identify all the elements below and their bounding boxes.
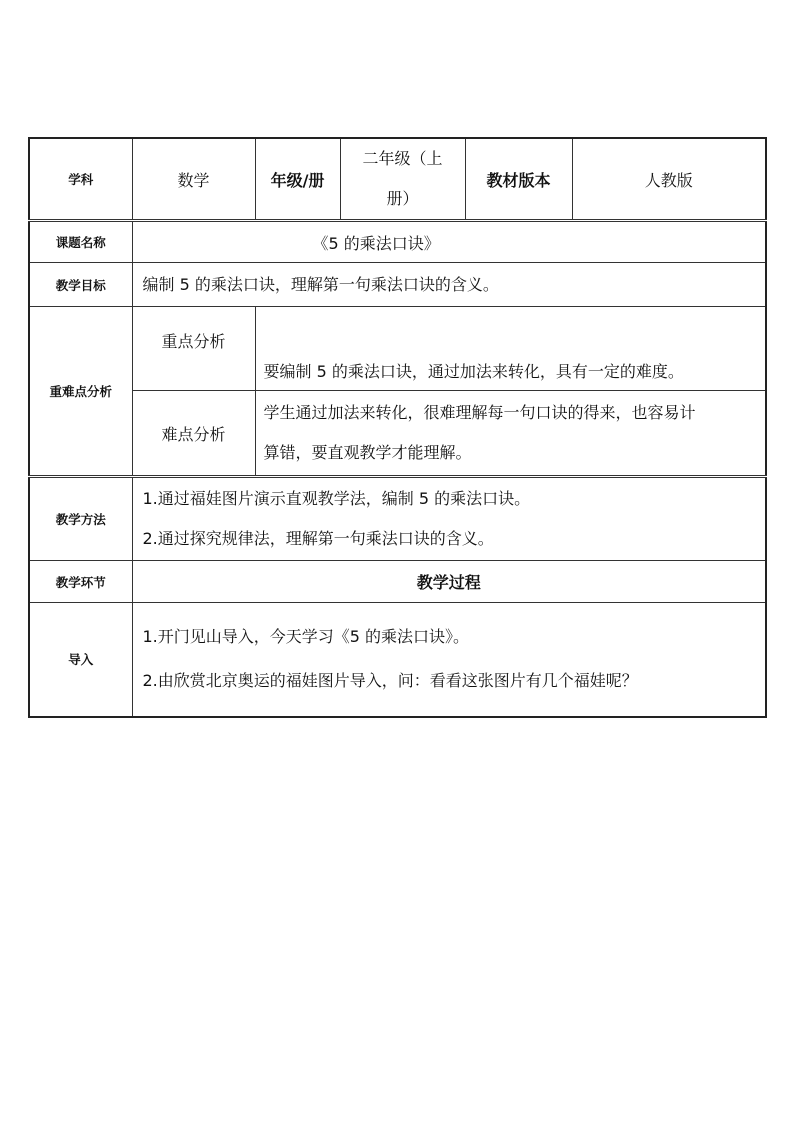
- method-item-2: 2.通过探究规律法，理解第一句乘法口诀的含义。: [142, 529, 494, 548]
- difficult-point-line1: 学生通过加法来转化，很难理解每一句口诀的得来，也容易计: [263, 403, 696, 422]
- topic-value: 《5 的乘法口诀》: [132, 221, 766, 263]
- method-label: 教学方法: [29, 477, 132, 561]
- header-row: [29, 138, 766, 221]
- grade-label: 年级/册: [255, 138, 340, 221]
- textbook-label: 教材版本: [465, 138, 572, 221]
- process-header-row: [29, 561, 766, 603]
- objective-value: 编制 5 的乘法口诀，理解第一句乘法口诀的含义。: [132, 263, 766, 307]
- objective-label: 教学目标: [29, 263, 132, 307]
- analysis-label: 重难点分析: [29, 307, 132, 477]
- subject-label: 学科: [29, 138, 132, 221]
- intro-item-2: 2.由欣赏北京奥运的福娃图片导入，问：看看这张图片有几个福娃呢？: [142, 671, 638, 691]
- objective-row: [29, 263, 766, 307]
- grade-value: [340, 138, 465, 221]
- method-value: [132, 477, 766, 561]
- topic-row: [29, 221, 766, 263]
- method-row: [29, 477, 766, 561]
- method-item-1: 1.通过福娃图片演示直观教学法，编制 5 的乘法口诀。: [142, 489, 531, 508]
- intro-item-1: 1.开门见山导入，今天学习《5 的乘法口诀》。: [142, 627, 470, 647]
- difficult-point-line2: 算错，要直观教学才能理解。: [263, 443, 472, 462]
- grade-value-line2: 册）: [386, 189, 419, 208]
- intro-label: 导入: [29, 603, 132, 717]
- intro-value: [132, 603, 766, 717]
- key-point-value: 要编制 5 的乘法口诀，通过加法来转化，具有一定的难度。: [255, 307, 766, 391]
- textbook-value: 人教版: [572, 138, 766, 221]
- difficult-point-label: 难点分析: [132, 391, 255, 477]
- key-point-label: 重点分析: [132, 307, 255, 391]
- subject-value: 数学: [132, 138, 255, 221]
- lesson-plan-table: [28, 137, 767, 718]
- topic-label: 课题名称: [29, 221, 132, 263]
- process-stage-label: 教学环节: [29, 561, 132, 603]
- intro-row: [29, 603, 766, 717]
- process-title: 教学过程: [132, 561, 766, 603]
- difficult-point-value: [255, 391, 766, 477]
- grade-value-line1: 二年级（上: [362, 149, 443, 168]
- key-point-row: [29, 307, 766, 391]
- difficult-point-row: [29, 391, 766, 477]
